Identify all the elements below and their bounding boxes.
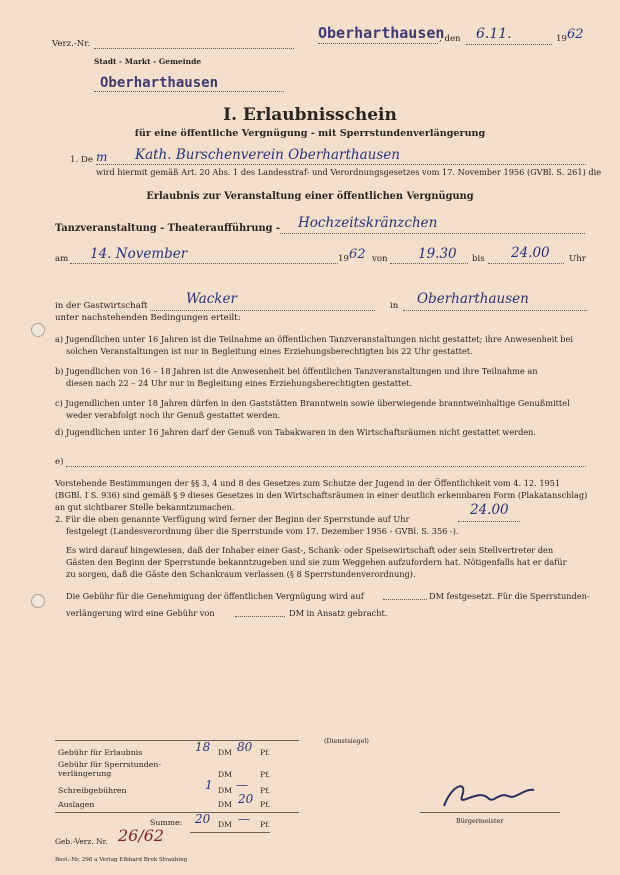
fee-pf-auslagen: 20 bbox=[238, 792, 254, 806]
item2-line1: 2. Für die oben genannte Verfügung wird ferner der Beginn der Sperrstunde auf Uhr bbox=[55, 514, 410, 524]
law-line3: an gut sichtbarer Stelle bekanntzumachen. bbox=[55, 502, 235, 512]
fee-text-line2b: DM in Ansatz gebracht. bbox=[289, 608, 388, 618]
event-year-value: 62 bbox=[349, 247, 366, 262]
page-title: I. Erlaubnisschein bbox=[223, 105, 397, 125]
item2-note-line3: zu sorgen, daß die Gäste den Schankraum verlassen (§ 8 Sperrstundenverordnung). bbox=[66, 569, 416, 579]
fee-dm-unit-2: DM bbox=[218, 786, 232, 795]
punch-hole-bottom bbox=[31, 594, 45, 608]
fee-pf-schreib: — bbox=[236, 778, 248, 792]
fee-label-auslagen: Auslagen bbox=[58, 800, 95, 809]
law-line1: Vorstehende Bestimmungen der §§ 3, 4 und 8 des Gesetzes zum Schutze der Jugend in der Öffentlichkeit vom 4. 12. 1951 bbox=[55, 478, 561, 488]
fee-pf-unit-2: Pf. bbox=[260, 786, 271, 795]
condition-c-line2: weder verabfolgt noch ihr Genuß gestattet werden. bbox=[66, 410, 281, 420]
ort-in-label: in bbox=[390, 301, 399, 311]
am-label: am bbox=[55, 254, 69, 264]
item2-note-line1: Es wird darauf hingewiesen, daß der Inhaber einer Gast-, Schank- oder Speisewirtschaft oder sein Stellvertreter den bbox=[66, 545, 554, 555]
ort-value: Oberharthausen bbox=[417, 291, 529, 307]
bis-value: 24.00 bbox=[511, 245, 550, 261]
item1-prefix: 1. De bbox=[70, 155, 93, 165]
am-value: 14. November bbox=[90, 246, 188, 262]
conditions-intro: unter nachstehenden Bedingungen erteilt: bbox=[55, 313, 241, 323]
den-label: , den bbox=[439, 34, 461, 44]
fee-dm-unit-3: DM bbox=[218, 800, 232, 809]
fee-text-line1b: DM festgesetzt. Für die Sperrstunden- bbox=[429, 591, 590, 601]
fee-label-schreib: Schreibgebühren bbox=[58, 786, 127, 795]
fee-pf-unit-1: Pf. bbox=[260, 770, 271, 779]
condition-a-line1: a) Jugendlichen unter 16 Jahren ist die Teilnahme an öffentlichen Tanzveranstaltungen nicht gestattet; ihre Anwesenheit bei bbox=[55, 334, 573, 344]
fee-label-erlaubnis: Gebühr für Erlaubnis bbox=[58, 748, 143, 757]
condition-b-line2: diesen nach 22 – 24 Uhr nur in Begleitung eines Erziehungsberechtigten gestattet. bbox=[66, 378, 413, 388]
fee-pf-unit-sum: Pf. bbox=[260, 820, 271, 829]
municipality-type: Stadt - Markt - Gemeinde bbox=[94, 57, 202, 66]
municipality-stamp: Oberharthausen bbox=[100, 75, 219, 91]
fee-pf-erlaubnis: 80 bbox=[237, 740, 253, 754]
gastwirtschaft-label: in der Gastwirtschaft bbox=[55, 301, 148, 311]
event-type-value: Hochzeitskränzchen bbox=[298, 215, 438, 231]
fee-summe-label: Summe: bbox=[150, 818, 183, 827]
place-stamp: Oberharthausen bbox=[318, 24, 445, 42]
fee-summe-pf: — bbox=[238, 812, 250, 826]
uhr-label: Uhr bbox=[569, 254, 586, 264]
fee-summe-dm: 20 bbox=[195, 812, 211, 826]
condition-c-line1: c) Jugendlichen unter 18 Jahren dürfen in den Gaststätten Branntwein sowie überwiegende branntweinhaltige Genußmittel bbox=[55, 398, 570, 408]
von-label: von bbox=[372, 254, 388, 264]
event-year-prefix: 19 bbox=[338, 254, 349, 264]
fee-label-sperrstunde: Gebühr für Sperrstunden- verlängerung bbox=[58, 760, 162, 778]
item2-line2: festgelegt (Landesverordnung über die Sperrstunde vom 17. Dezember 1956 - GVBl. S. 356 -). bbox=[66, 526, 459, 536]
item1-prefix-hand: m bbox=[96, 150, 108, 164]
fee-dm-erlaubnis: 18 bbox=[195, 740, 211, 754]
signer-title: Bürgermeister bbox=[456, 817, 504, 825]
geb-verz-label: Geb.-Verz. Nr. bbox=[55, 837, 108, 846]
dienstsiegel-label: (Dienstsiegel) bbox=[324, 737, 369, 745]
item2-note-line2: Gästen den Beginn der Sperrstunde bekanntzugeben und sie zum Weggehen aufzufordern hat. Nötigenfalls hat er dafür bbox=[66, 557, 567, 567]
condition-a-line2: solchen Veranstaltungen ist nur in Begleitung eines Erziehungsberechtigten bis 22 Uhr gestattet. bbox=[66, 346, 473, 356]
bis-label: bis bbox=[472, 254, 485, 264]
date-value: 6.11. bbox=[476, 26, 512, 42]
event-type-label: Tanzveranstaltung - Theateraufführung - bbox=[55, 223, 280, 234]
fee-pf-unit-0: Pf. bbox=[260, 748, 271, 757]
fee-dm-unit-sum: DM bbox=[218, 820, 232, 829]
condition-e-label: e) bbox=[55, 457, 64, 467]
year-value: 62 bbox=[567, 27, 584, 42]
fee-text-line1a: Die Gebühr für die Genehmigung der öffentlichen Vergnügung wird auf bbox=[66, 591, 364, 601]
year-prefix: 19 bbox=[556, 34, 567, 44]
permission-heading: Erlaubnis zur Veranstaltung einer öffentlichen Vergnügung bbox=[146, 191, 474, 202]
page-subtitle: für eine öffentliche Vergnügung - mit Sperrstundenverlängerung bbox=[134, 128, 486, 139]
fee-pf-unit-3: Pf. bbox=[260, 800, 271, 809]
condition-d-line1: d) Jugendlichen unter 16 Jahren darf der Genuß von Tabakwaren in den Wirtschaftsräumen nicht gestattet werden. bbox=[55, 427, 537, 437]
fee-dm-unit-1: DM bbox=[218, 770, 232, 779]
sperrstunde-value: 24.00 bbox=[470, 502, 509, 518]
recipient-value: Kath. Burschenverein Oberharthausen bbox=[135, 147, 400, 163]
item1-line2: wird hiermit gemäß Art. 20 Abs. 1 des Landesstraf- und Verordnungsgesetzes vom 17. November 1956 (GVBl. S. 261) die bbox=[96, 167, 602, 177]
imprint: Best.-Nr. 298 a Verlag Eibhard Brok Straubing bbox=[55, 857, 188, 863]
verz-label: Verz.-Nr. bbox=[52, 39, 91, 49]
punch-hole-top bbox=[31, 323, 45, 337]
condition-b-line1: b) Jugendlichen von 16 – 18 Jahren ist die Anwesenheit bei öffentlichen Tanzveranstaltungen und ihre Teilnahme an bbox=[55, 366, 538, 376]
fee-dm-schreib: 1 bbox=[205, 778, 213, 792]
law-line2: (BGBl. I S. 936) sind gemäß § 9 dieses Gesetzes in den Wirtschaftsräumen in einer deutlich erkennbaren Form (Plakatanschlag) bbox=[55, 490, 588, 500]
von-value: 19.30 bbox=[418, 246, 457, 262]
fee-text-line2a: verlängerung wird eine Gebühr von bbox=[66, 608, 215, 618]
fee-dm-unit-0: DM bbox=[218, 748, 232, 757]
gastwirtschaft-value: Wacker bbox=[186, 291, 237, 307]
geb-verz-value: 26/62 bbox=[118, 826, 165, 845]
